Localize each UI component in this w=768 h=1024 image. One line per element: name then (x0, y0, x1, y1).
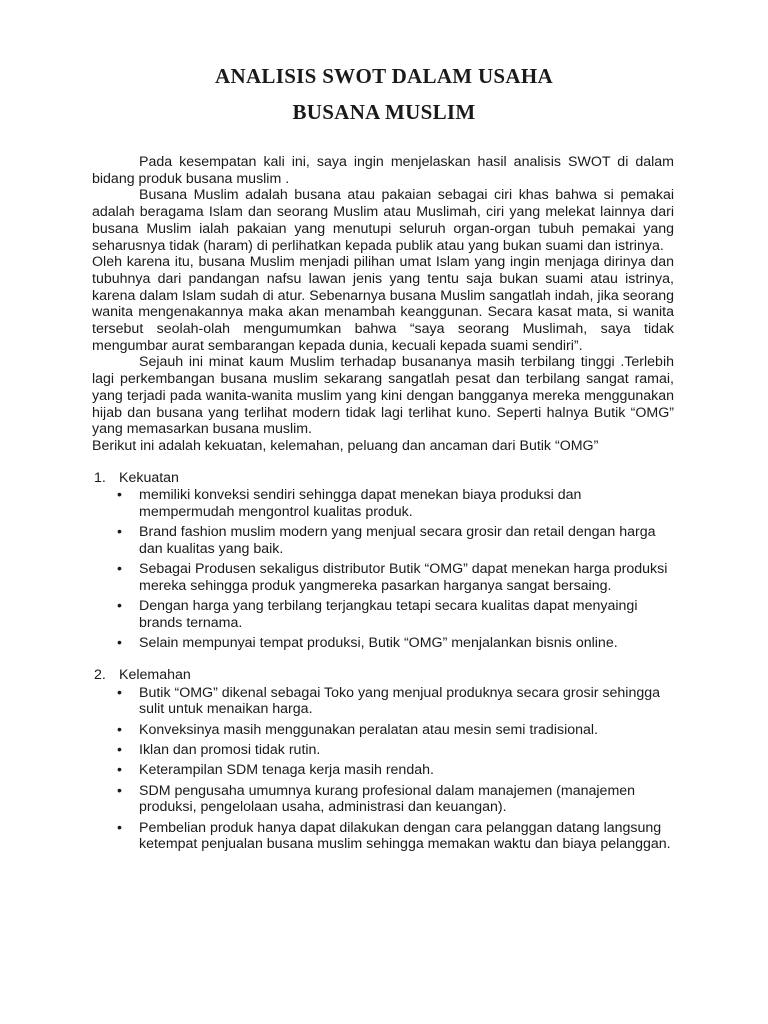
section-number: 1. (94, 469, 106, 486)
section-heading (92, 667, 674, 684)
intro-paragraph-4: Sejauh ini minat kaum Muslim terhadap busananya masih terbilang tinggi .Terlebih lagi perkembangan busana muslim sekarang sangatlah pesat dan terbilang sangat ramai, yang terjadi pada wanita-wanita muslim yang kini dengan bangganya mereka menggunakan hijab dan busana yang terlihat modern tidak lagi terlihat kuno. Seperti halnya Butik “OMG” yang memasarkan busana muslim. (92, 354, 674, 438)
list-item: • Butik “OMG” dikenal sebagai Toko yang menjual produknya secara grosir sehingga sulit untuk menaikan harga. (92, 685, 674, 718)
list-item: • Brand fashion muslim modern yang menjual secara grosir dan retail dengan harga dan kualitas yang baik. (92, 524, 674, 557)
list-item: • Konveksinya masih menggunakan peralatan atau mesin semi tradisional. (92, 722, 674, 739)
section-title: Kekuatan (119, 469, 179, 486)
bullet-list (92, 487, 674, 652)
list-item: • Selain mempunyai tempat produksi, Butik “OMG” menjalankan bisnis online. (92, 635, 674, 652)
document-title-line1: ANALISIS SWOT DALAM USAHA (215, 64, 553, 88)
section-kelemahan (92, 667, 674, 853)
list-item: • Iklan dan promosi tidak rutin. (92, 742, 674, 759)
intro-paragraph-1: Pada kesempatan kali ini, saya ingin menjelaskan hasil analisis SWOT di dalam bidang produk busana muslim . (92, 154, 674, 187)
list-item: • Dengan harga yang terbilang terjangkau tetapi secara kualitas dapat menyaingi brands ternama. (92, 598, 674, 631)
list-item: • Keterampilan SDM tenaga kerja masih rendah. (92, 762, 674, 779)
document-title-line2: BUSANA MUSLIM (292, 100, 476, 124)
list-item: • SDM pengusaha umumnya kurang profesional dalam manajemen (manajemen produksi, pengelolaan usaha, administrasi dan keuangan). (92, 783, 674, 816)
intro-paragraph-2: Busana Muslim adalah busana atau pakaian sebagai ciri khas bahwa si pemakai adalah beragama Islam dan seorang Muslim atau Muslimah, ciri yang melekat lainnya dari busana Muslim ialah pakaian yang menutupi seluruh organ-organ tubuh pemakai yang seharusnya tidak (haram) di perlihatkan kepada publik atau yang bukan suami dan istrinya. (92, 187, 674, 254)
bullet-list (92, 685, 674, 853)
section-kekuatan (92, 470, 674, 652)
intro-paragraph-5: Berikut ini adalah kekuatan, kelemahan, peluang dan ancaman dari Butik “OMG” (92, 437, 599, 454)
section-heading (92, 470, 674, 487)
list-item: • Pembelian produk hanya dapat dilakukan dengan cara pelanggan datang langsung ketempat penjualan busana muslim sehingga memakan waktu dan biaya pelanggan. (92, 820, 674, 853)
document-body (92, 154, 674, 857)
list-item: • Sebagai Produsen sekaligus distributor Butik “OMG” dapat menekan harga produksi mereka sehingga produk yangmereka pasarkan harganya sangat bersaing. (92, 561, 674, 594)
section-title: Kelemahan (119, 667, 191, 684)
list-item: • memiliki konveksi sendiri sehingga dapat menekan biaya produksi dan mempermudah mengontrol kualitas produk. (92, 487, 674, 520)
intro-paragraph-3: Oleh karena itu, busana Muslim menjadi pilihan umat Islam yang ingin menjaga dirinya dan tubuhnya dari pandangan nafsu lawan jenis yang tentu saja bukan suami atau istrinya, karena dalam Islam sudah di atur. Sebenarnya busana Muslim sangatlah indah, jika seorang wanita mengenakannya maka akan menambah keanggunan. Secara kasat mata, si wanita tersebut seolah-olah mengumumkan bahwa “saya seorang Muslimah, saya tidak mengumbar aurat sembarangan kepada dunia, kecuali kepada suami sendiri”. (92, 254, 674, 354)
section-number: 2. (94, 667, 106, 684)
